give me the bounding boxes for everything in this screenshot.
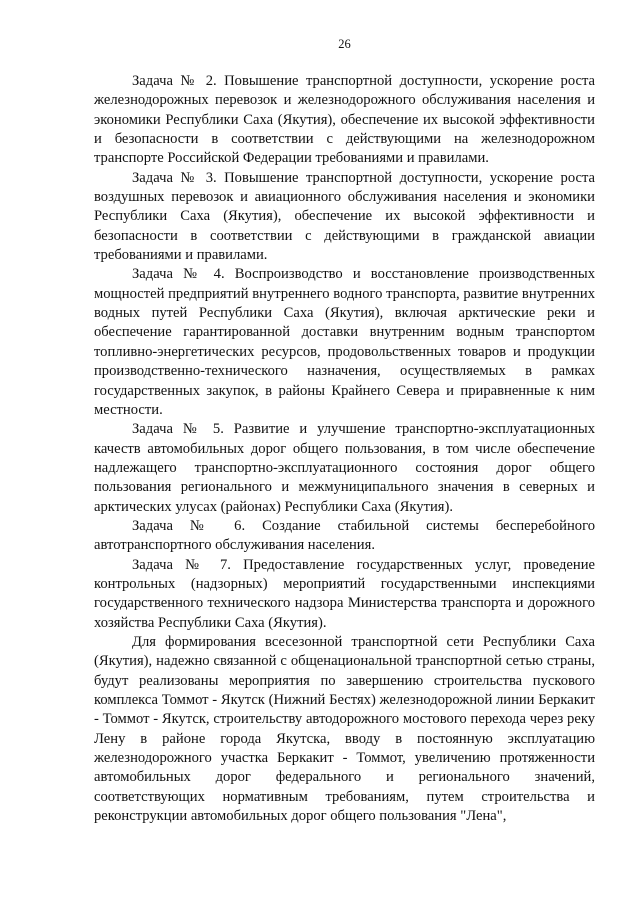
paragraph-task-4: Задача № 4. Воспроизводство и восстановление производственных мощностей предприятий внутреннего водного транспорта, развитие внутренних водных путей Республики Саха (Якутия), включая арктические реки и обеспечение гарантированной доставки внутренним водным транспортом топливно-энергетических ресурсов, продовольственных товаров и продукции производственно-технического назначения, осуществляемых в рамках государственных закупок, в районы Крайнего Севера и приравненные к ним местности. [94,266,595,418]
page-number: 26 [338,37,351,51]
document-page [94,36,595,826]
paragraph-transport-network: Для формирования всесезонной транспортной сети Республики Саха (Якутия), надежно связанной с общенациональной транспортной сетью страны, будут реализованы мероприятия по завершению строительства пускового комплекса Томмот - Якутск (Нижний Бестях) железнодорожной линии Беркакит - Томмот - Якутск, строительству автодорожного мостового перехода через реку Лену в районе города Якутска, вводу в постоянную эксплуатацию железнодорожного участка Беркакит - Томмот, увеличению протяженности автомобильных дорог федерального и регионального значений, соответствующих нормативным требованиям, путем строительства и реконструкции автомобильных дорог общего пользования "Лена", [94,633,595,825]
paragraph-task-3: Задача № 3. Повышение транспортной доступности, ускорение роста воздушных перевозок и авиационного обслуживания населения и экономики Республики Саха (Якутия), обеспечение их высокой эффективности и безопасности в соответствии с действующими в гражданской авиации требованиями и правилами. [94,169,595,264]
paragraph-task-7: Задача № 7. Предоставление государственных услуг, проведение контрольных (надзорных) мероприятий государственными инспекциями государственного технического надзора Министерства транспорта и дорожного хозяйства Республики Саха (Якутия). [94,556,595,631]
paragraph-task-6: Задача № 6. Создание стабильной системы бесперебойного автотранспортного обслуживания населения. [94,517,595,554]
paragraph-task-5: Задача № 5. Развитие и улучшение транспортно-эксплуатационных качеств автомобильных дорог общего пользования, в том числе обеспечение надлежащего транспортно-эксплуатационного состояния дорог общего пользования регионального и межмуниципального значения в северных и арктических улусах (районах) Республики Саха (Якутия). [94,421,595,515]
paragraph-task-2: Задача № 2. Повышение транспортной доступности, ускорение роста железнодорожных перевозок и железнодорожного обслуживания населения и экономики Республики Саха (Якутия), обеспечение их высокой эффективности и безопасности в соответствии с действующими на железнодорожном транспорте Российской Федерации требованиями и правилами. [94,73,595,167]
